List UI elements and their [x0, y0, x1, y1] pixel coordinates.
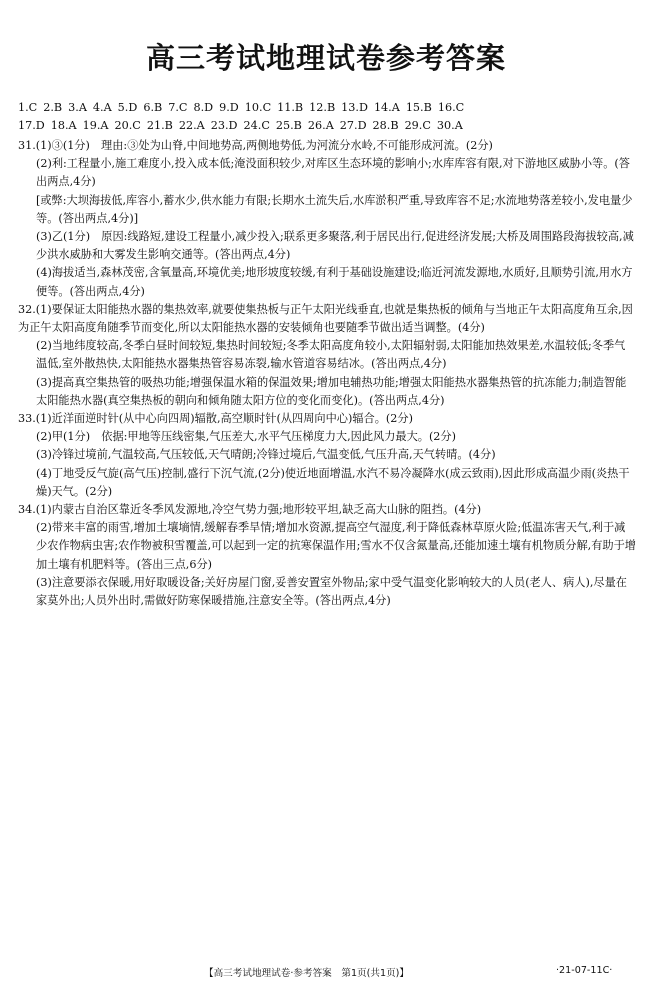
answer-item: 22.A: [178, 119, 205, 132]
q34-part-3: (3)注意要添衣保暖,用好取暖设备;关好房屋门窗,妥善安置室外物品;家中受气温变化影响较大的人员(老人、病人),尽量在家莫外出;人员外出时,需做好防寒保暖措施,注意安全等。(答出两点,4分): [36, 575, 627, 608]
answer-item: 10.C: [244, 101, 272, 114]
answer-item: 16.C: [437, 101, 465, 114]
answer-item: 20.C: [114, 119, 141, 132]
q31-part-2: (2)利:工程量小,施工难度小,投入成本低;淹没面积较少,对库区生态环境的影响小;水库库容有限,对下游地区威胁小等。(答出两点,4分): [36, 157, 630, 189]
answer-item: 21.B: [146, 119, 173, 132]
q31-part-3: (3)乙(1分) 原因:线路短,建设工程量小,减少投入;联系更多聚落,利于居民出行,促进经济发展;大桥及周围路段海拔较高,减少洪水威胁和大雾发生影响交通等。(答出两点,4分): [36, 230, 634, 262]
q33-part-4: (4)丁地受反气旋(高气压)控制,盛行下沉气流,(2分)使近地面增温,水汽不易冷凝降水(成云致雨),因此形成高温少雨(炎热干燥)天气。(2分): [36, 466, 630, 498]
answer-item: 27.D: [339, 119, 367, 132]
answer-item: 19.A: [82, 119, 109, 132]
question-33: [18, 410, 636, 501]
question-34: [18, 501, 636, 610]
question-32: [18, 301, 636, 410]
q33-part-1: 33.(1)近洋面逆时针(从中心向四周)辐散,高空顺时针(从四周向中心)辐合。(2分): [18, 412, 413, 426]
answer-item: 14.A: [373, 101, 400, 114]
page-title: 高三考试地理试卷参考答案: [145, 41, 506, 75]
q33-part-3: (3)冷锋过境前,气温较高,气压较低,天气晴朗;冷锋过境后,气温变低,气压升高,天气转晴。(4分): [36, 448, 496, 462]
q31-part-1: 31.(1)③(1分) 理由:③处为山脊,中间地势高,两侧地势低,为河流分水岭,不可能形成河流。(2分): [18, 139, 493, 152]
footer-code: ·21-07-11C·: [556, 965, 613, 976]
answer-item: 11.B: [277, 101, 304, 114]
q34-part-1: 34.(1)内蒙古自治区靠近冬季风发源地,冷空气势力强;地形较平坦,缺乏高大山脉的阻挡。(4分): [18, 503, 482, 517]
answer-item: 18.A: [50, 119, 77, 132]
answer-item: 8.D: [193, 101, 214, 114]
answer-item: 4.A: [92, 101, 112, 114]
q31-part-4: (4)海拔适当,森林茂密,含氧量高,环境优美;地形坡度较缓,有利于基础设施建设;临近河流发源地,水质好,且顺势引流,用水方便等。(答出两点,4分): [36, 266, 633, 298]
answer-item: 26.A: [307, 119, 334, 132]
answers-row-2: [18, 117, 638, 135]
answer-item: 9.D: [219, 101, 239, 114]
answer-item: 15.B: [405, 101, 432, 114]
choice-answers: [18, 99, 638, 135]
answer-item: 2.B: [43, 101, 63, 114]
answer-content: [18, 137, 636, 610]
answer-item: 23.D: [210, 119, 238, 132]
q32-part-3: (3)提高真空集热管的吸热功能;增强保温水箱的保温效果;增加电辅热功能;增强太阳能热水器集热管的抗冻能力;制造智能太阳能热水器(真空集热板的朝向和倾角随太阳方位的变化而变化)。(答出两点,4分): [36, 375, 627, 407]
q31-part-2-alt: [或弊:大坝海拔低,库容小,蓄水少,供水能力有限;长期水土流失后,水库淤积严重,导致库容不足;水流地势落差较小,发电量少等。(答出两点,4分)]: [36, 193, 633, 225]
q32-part-2: (2)当地纬度较高,冬季白昼时间较短,集热时间较短;冬季太阳高度角较小,太阳辐射弱,太阳能加热效果差,水温较低;冬季气温低,室外散热快,太阳能热水器集热管容易冻裂,输水管道容易结冰。(答出两点,4分): [36, 339, 626, 371]
answer-item: 7.C: [168, 101, 188, 114]
answer-item: 28.B: [372, 119, 399, 132]
q32-part-1: 32.(1)要保证太阳能热水器的集热效率,就要使集热板与正午太阳光线垂直,也就是集热板的倾角与当地正午太阳高度角互余,因为正午太阳高度角随季节而变化,所以太阳能热水器的安装倾角也要随季节做出适当调整。(4分): [18, 302, 633, 335]
answer-item: 6.B: [143, 101, 163, 114]
answer-item: 17.D: [18, 119, 45, 132]
answer-item: 30.A: [436, 119, 463, 132]
answer-item: 5.D: [117, 101, 138, 114]
answer-item: 3.A: [68, 101, 87, 114]
question-31: [18, 137, 636, 301]
answer-item: 25.B: [275, 119, 302, 132]
q34-part-2: (2)带来丰富的雨雪,增加土壤墒情,缓解春季旱情;增加水资源,提高空气湿度,利于降低森林草原火险;低温冻害天气,利于减少农作物病虫害;农作物被积雪覆盖,可以起到一定的抗寒保温作用;雪水不仅含氮量高,还能加速土壤有机物质分解,有助于增加土壤有机肥料等。(答出三点,6分): [36, 521, 636, 571]
answer-item: 24.C: [243, 119, 270, 132]
answer-item: 29.C: [404, 119, 431, 132]
q33-part-2: (2)甲(1分) 依据:甲地等压线密集,气压差大,水平气压梯度力大,因此风力最大。(2分): [36, 430, 456, 444]
answer-item: 12.B: [309, 101, 336, 114]
answer-item: 1.C: [18, 101, 38, 114]
answers-row-1: [18, 99, 638, 117]
answer-item: 13.D: [341, 101, 368, 114]
footer-page-info: 【高三考试地理试卷·参考答案 第1页(共1页)】: [204, 968, 410, 979]
